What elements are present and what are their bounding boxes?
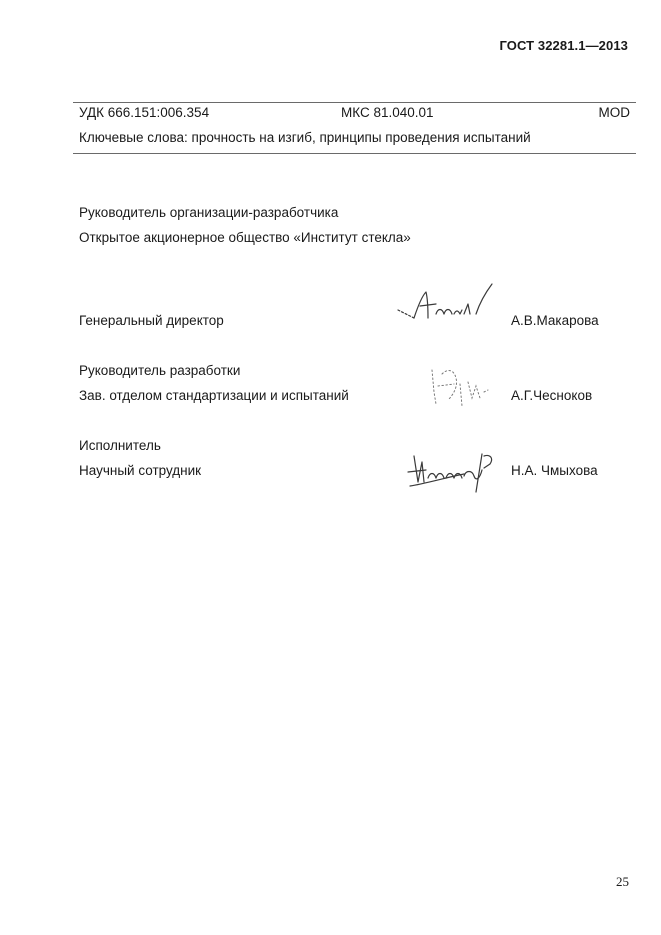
classification-row <box>79 105 630 123</box>
signatory-3-name: Н.А. Чмыхова <box>511 463 598 478</box>
udk-code: УДК 666.151:006.354 <box>79 105 210 120</box>
signatory-3-role-title: Исполнитель <box>79 438 161 453</box>
signatory-1-name: А.В.Макарова <box>511 313 599 328</box>
standard-code: ГОСТ 32281.1—2013 <box>499 38 628 53</box>
mod-label: MOD <box>598 105 630 120</box>
signature-chmykhova <box>404 448 498 496</box>
mks-code: МКС 81.040.01 <box>341 105 434 120</box>
signatory-2-role-position: Зав. отделом стандартизации и испытаний <box>79 388 349 403</box>
signatory-2-role-title: Руководитель разработки <box>79 363 241 378</box>
page-number: 25 <box>616 874 629 889</box>
signature-chesnokov <box>424 364 494 414</box>
signatory-1-role: Генеральный директор <box>79 313 224 328</box>
organization-head-label: Руководитель организации-разработчика <box>79 205 339 220</box>
keywords: Ключевые слова: прочность на изгиб, принципы проведения испытаний <box>79 130 531 145</box>
header-rule-top <box>73 102 636 103</box>
organization-name: Открытое акционерное общество «Институт стекла» <box>79 230 411 245</box>
header-rule-bottom <box>73 153 636 154</box>
signature-makarova <box>392 280 498 330</box>
signatory-3-role-position: Научный сотрудник <box>79 463 202 478</box>
signatory-2-name: А.Г.Чесноков <box>511 388 593 403</box>
